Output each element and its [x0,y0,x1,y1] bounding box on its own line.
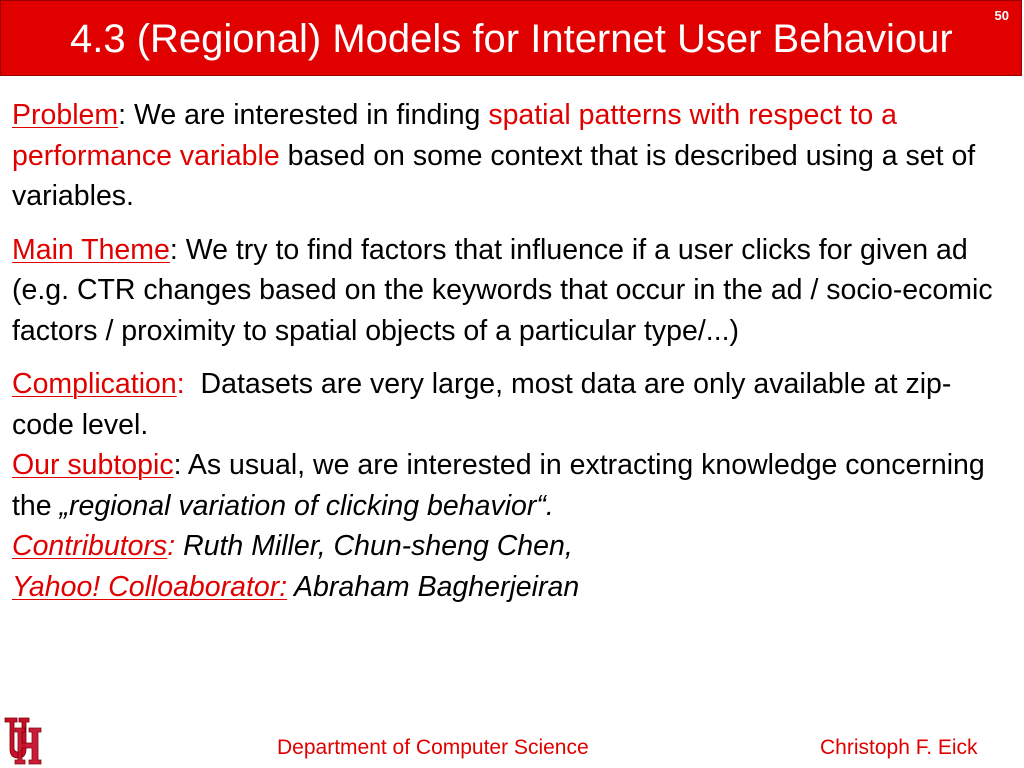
slide-body [12,95,1012,607]
complication-paragraph [12,364,1012,445]
yahoo-label: Yahoo! Colloaborator: [12,570,288,603]
title-bar [0,0,1022,76]
contributors-paragraph [12,526,1012,567]
problem-text-1: We are interested in finding [126,99,489,131]
main-theme-text: We try to find factors that influence if a user clicks for given ad (e.g. CTR changes based on the keywords that occur in the ad / socio-ecomic factors / proximity to spatial objects of a particular type/...) [12,233,993,347]
subtopic-text: As usual, we are interested in extracting knowledge concerning the [12,449,985,522]
subtopic-sep: : [173,449,182,481]
problem-text-2: based on some context that is described using a set of variables. [12,139,976,212]
main-theme-paragraph [12,230,1012,352]
contributors-names: Ruth Miller, Chun-sheng Chen, [175,530,573,562]
main-theme-label: Main Theme [12,233,170,266]
footer-department: Department of Computer Science [277,736,589,759]
problem-paragraph [12,95,1012,217]
complication-label: Complication [12,368,177,400]
problem-sep: : [118,99,127,131]
yahoo-paragraph [12,567,1012,608]
yahoo-name: Abraham Bagherjeiran [287,570,580,603]
complication-sep: : [176,368,185,400]
complication-text: Datasets are very large, most data are only available at zip-code level. [12,368,952,441]
slide-title: 4.3 (Regional) Models for Internet User Behaviour [70,17,953,61]
problem-highlight: spatial patterns with respect to a performance variable [12,99,898,172]
problem-label: Problem [12,99,119,131]
subtopic-label: Our subtopic [12,449,174,481]
uh-interlocking-logo-icon [3,714,43,768]
footer-author: Christoph F. Eick [820,736,978,759]
contributors-label: Contributors [12,530,168,562]
subtopic-paragraph [12,445,1012,526]
subtopic-quote: „regional variation of clicking behavior“. [59,489,554,522]
main-theme-sep: : [169,233,178,266]
contributors-sep: : [167,530,176,562]
slide-number: 50 [994,8,1009,23]
